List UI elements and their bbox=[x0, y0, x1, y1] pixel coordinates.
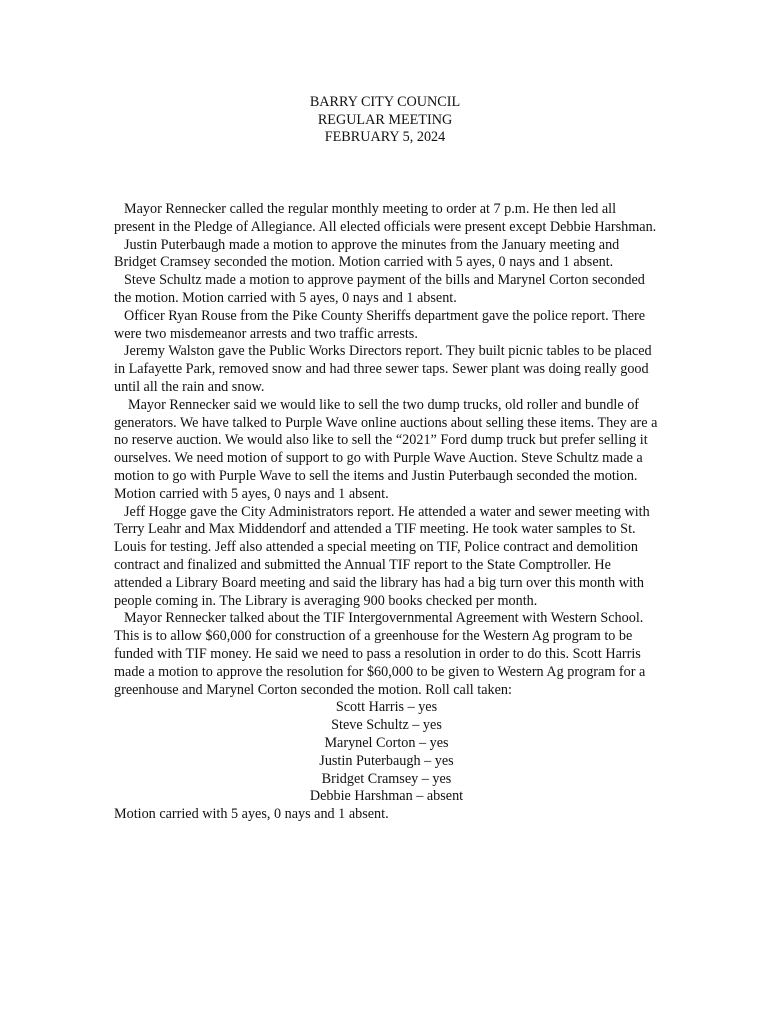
paragraph-administrator-report: Jeff Hogge gave the City Administrators report. He attended a water and sewer meeting with Terry Leahr and Max Middendorf and attended a TIF meeting. He took water samples to St. Louis for testing. Jeff also attended a special meeting on TIF, Police contract and demolition contract and finalized and submitted the Annual TIF report to the State Comptroller. He attended a Library Board meeting and said the library has had a big turn over this month with people coming in. The Library is averaging 900 books checked per month. bbox=[114, 503, 650, 609]
header-meeting-type: REGULAR MEETING bbox=[317, 111, 453, 128]
roll-call-entry: Marynel Corton – yes bbox=[324, 734, 449, 751]
minutes-body bbox=[114, 201, 659, 824]
roll-call-entry: Debbie Harshman – absent bbox=[309, 788, 464, 805]
roll-call-list bbox=[114, 699, 659, 806]
roll-call-entry: Scott Harris – yes bbox=[335, 699, 438, 716]
roll-call-entry: Justin Puterbaugh – yes bbox=[319, 752, 454, 769]
roll-call-entry: Steve Schultz – yes bbox=[331, 717, 442, 734]
paragraph-minutes-approval: Justin Puterbaugh made a motion to approve the minutes from the January meeting and Bridget Cramsey seconded the motion. Motion carried with 5 ayes, 0 nays and 1 absent. bbox=[114, 236, 620, 271]
paragraph-call-to-order: Mayor Rennecker called the regular monthly meeting to order at 7 p.m. He then led all present in the Pledge of Allegiance. All elected officials were present except Debbie Harshman. bbox=[114, 201, 657, 235]
motion-result: Motion carried with 5 ayes, 0 nays and 1 absent. bbox=[114, 806, 389, 823]
header-council-name: BARRY CITY COUNCIL bbox=[309, 94, 461, 110]
header-meeting-date: FEBRUARY 5, 2024 bbox=[324, 129, 446, 145]
paragraph-tif-agreement: Mayor Rennecker talked about the TIF Intergovernmental Agreement with Western School. This is to allow $60,000 for construction of a greenhouse for the Western Ag program to be funded with TIF money. He said we need to pass a resolution in order to do this. Scott Harris made a motion to approve the resolution for $60,000 to be given to Western Ag program for a greenhouse and Marynel Corton seconded the motion. Roll call taken: bbox=[114, 610, 646, 698]
paragraph-equipment-sale: Mayor Rennecker said we would like to sell the two dump trucks, old roller and bundle of generators. We have talked to Purple Wave online auctions about selling these items. They are a no reserve auction. We would also like to sell the “2021” Ford dump truck but prefer selling it ourselves. We need motion of support to go with Purple Wave Auction. Steve Schultz made a motion to go with Purple Wave to sell the items and Justin Puterbaugh seconded the motion. Motion carried with 5 ayes, 0 nays and 1 absent. bbox=[114, 396, 658, 502]
paragraph-bills-approval: Steve Schultz made a motion to approve payment of the bills and Marynel Corton seconded the motion. Motion carried with 5 ayes, 0 nays and 1 absent. bbox=[114, 272, 645, 306]
roll-call-entry: Bridget Cramsey – yes bbox=[321, 770, 452, 787]
paragraph-police-report: Officer Ryan Rouse from the Pike County Sheriffs department gave the police report. There were two misdemeanor arrests and two traffic arrests. bbox=[114, 307, 646, 342]
document-header bbox=[0, 94, 770, 147]
paragraph-public-works-report: Jeremy Walston gave the Public Works Directors report. They built picnic tables to be placed in Lafayette Park, removed snow and had three sewer taps. Sewer plant was doing really good until all the rain and snow. bbox=[114, 343, 652, 395]
